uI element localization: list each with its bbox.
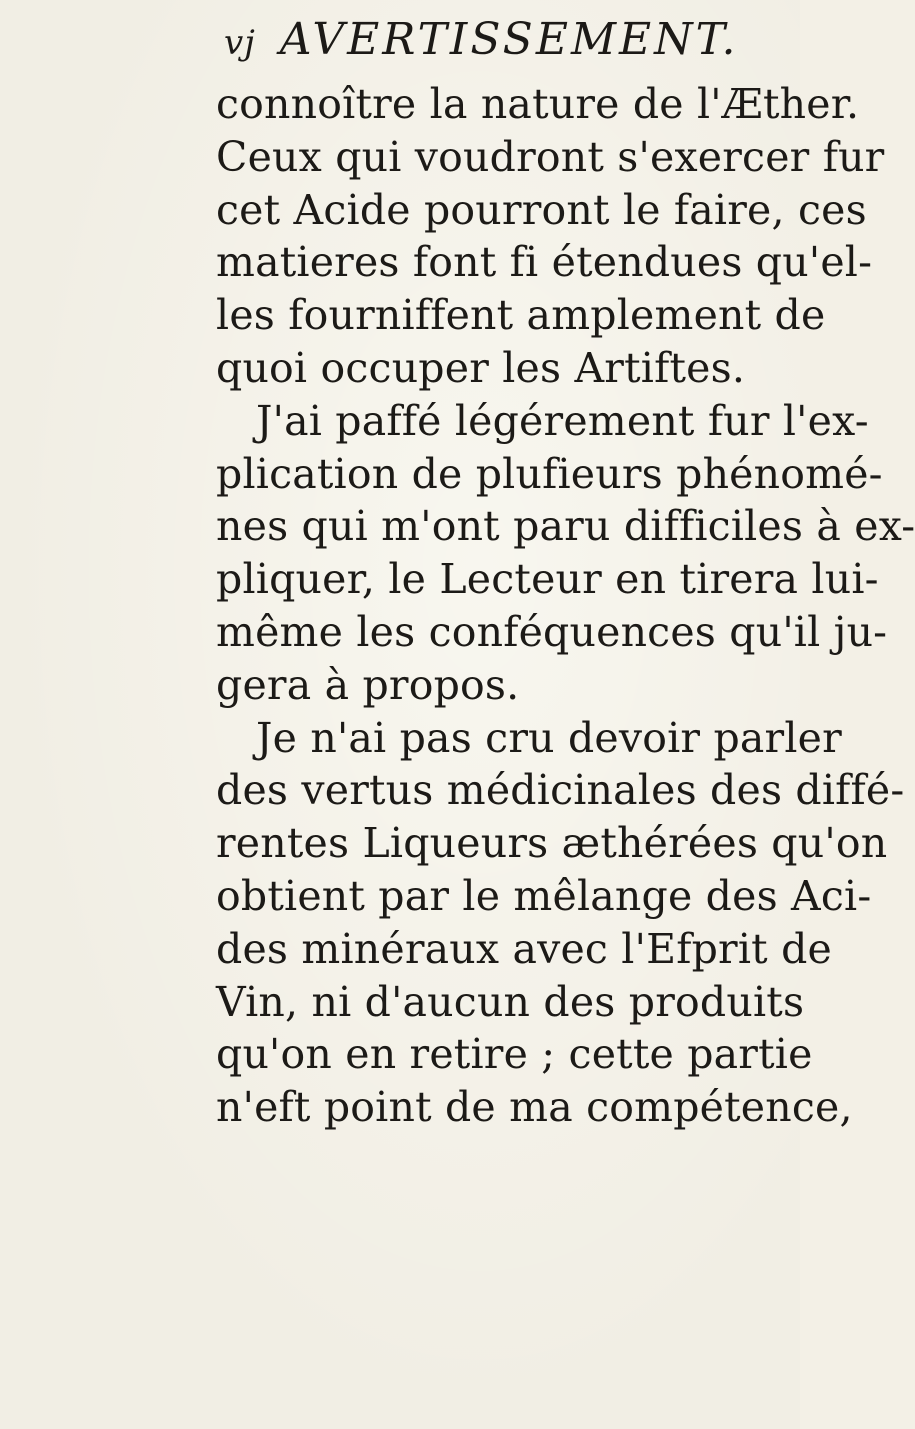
text-line: n'eft point de ma compétence, [216,1083,853,1132]
text-line: Vin, ni d'aucun des produits [216,977,805,1026]
paragraph-start-line: J'ai paffé légérement fur l'ex- [256,396,869,445]
running-title: AVERTISSEMENT. [279,14,739,65]
text-line: pliquer, le Lecteur en tirera lui- [216,555,879,604]
paragraph-start-line: Je n'ai pas cru devoir parler [256,713,842,762]
text-line: les fourniffent amplement de [216,291,826,340]
text-line: nes qui m'ont paru difficiles à ex- [216,502,915,551]
text-line: matieres font fi étendues qu'el- [216,238,873,287]
text-line: gera à propos. [216,660,520,709]
text-line: plication de plufieurs phénomé- [216,449,883,498]
page-number: vj [224,23,256,63]
text-line: cet Acide pourront le faire, ces [216,185,867,234]
text-line: des vertus médicinales des diffé- [216,766,905,815]
text-line: obtient par le mêlange des Aci- [216,871,872,920]
text-line: quoi occuper les Artiftes. [216,343,746,392]
text-line: Ceux qui voudront s'exercer fur [216,132,885,181]
page-header [224,14,738,80]
text-line: rentes Liqueurs æthérées qu'on [216,819,888,868]
body-text [216,78,915,1134]
text-line: des minéraux avec l'Efprit de [216,924,832,973]
text-line: même les conféquences qu'il ju- [216,607,888,656]
text-line: connoître la nature de l'Æther. [216,80,860,128]
text-line: qu'on en retire ; cette partie [216,1030,813,1079]
